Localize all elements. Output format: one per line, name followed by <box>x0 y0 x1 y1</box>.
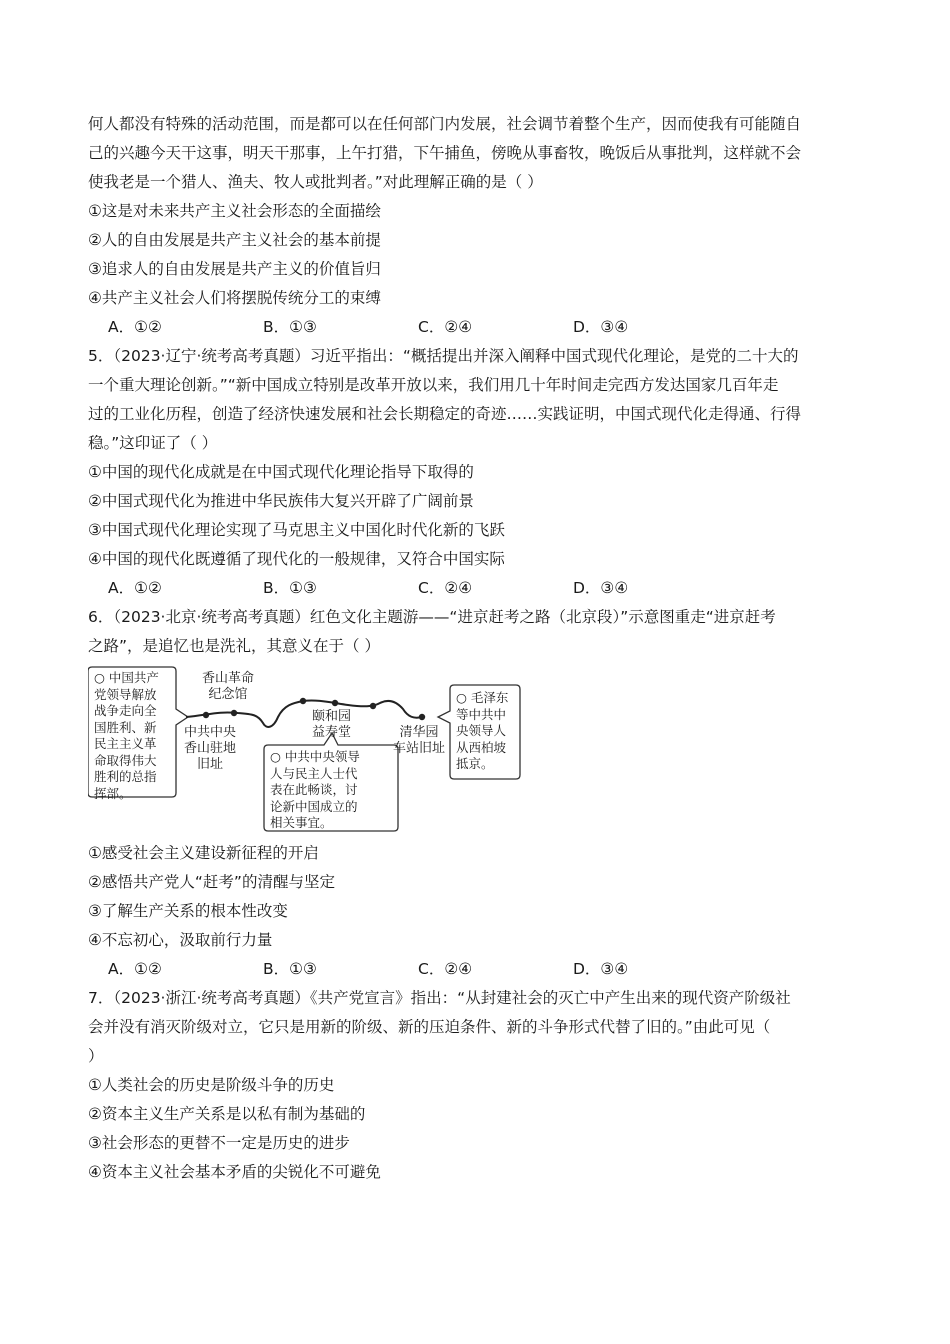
question-5 <box>88 342 863 603</box>
label-xiangshan-memorial: 香山革命 纪念馆 <box>202 671 255 702</box>
q6-item-3: ③了解生产关系的根本性改变 <box>88 902 288 920</box>
q4-item-1: ①这是对未来共产主义社会形态的全面描绘 <box>88 202 381 220</box>
q5-text-line: 稳。”这印证了（ ） <box>88 434 218 452</box>
q6-text-line: 之路”，是追忆也是洗礼，其意义在于（ ） <box>88 637 380 655</box>
q5-options <box>88 574 863 603</box>
exam-page <box>88 110 863 1187</box>
q4-option-a: A．①② <box>108 318 162 336</box>
q5-text-line: 一个重大理论创新。”“新中国成立特别是改革开放以来，我们用几十年时间走完西方发达国家几百年走 <box>88 376 779 394</box>
q4-item-4: ④共产主义社会人们将摆脱传统分工的束缚 <box>88 289 381 307</box>
q4-option-c: C．②④ <box>418 318 473 336</box>
q4-item-3: ③追求人的自由发展是共产主义的价值旨归 <box>88 260 381 278</box>
q5-item-3: ③中国式现代化理论实现了马克思主义中国化时代化新的飞跃 <box>88 521 505 539</box>
q6-item-1: ①感受社会主义建设新征程的开启 <box>88 844 319 862</box>
route-stop-xiangshan-hq <box>203 712 209 718</box>
q6-option-b: B．①③ <box>263 960 317 978</box>
q4-item-2: ②人的自由发展是共产主义社会的基本前提 <box>88 231 381 249</box>
label-xiangshan-hq: 中共中央 香山驻地 旧址 <box>184 725 237 772</box>
route-stop-qinghua <box>419 714 425 720</box>
q5-item-2: ②中国式现代化为推进中华民族伟大复兴开辟了广阔前景 <box>88 492 474 510</box>
q4-options <box>88 313 863 342</box>
question-6 <box>88 603 863 984</box>
q7-item-4: ④资本主义社会基本矛盾的尖锐化不可避免 <box>88 1163 381 1181</box>
q5-option-a: A．①② <box>108 579 162 597</box>
q4-text-line: 己的兴趣今天干这事，明天干那事，上午打猎，下午捕鱼，傍晚从事畜牧，晚饭后从事批判，这样就不会 <box>88 144 802 162</box>
route-line <box>186 700 422 726</box>
right-bubble-text: ○ 毛泽东 等中共中 央领导人 从西柏坡 抵京。 <box>456 690 509 771</box>
question-7 <box>88 984 863 1187</box>
q6-options <box>88 955 863 984</box>
route-stop-waypoint <box>300 698 306 704</box>
q7-item-3: ③社会形态的更替不一定是历史的进步 <box>88 1134 350 1152</box>
q5-option-c: C．②④ <box>418 579 473 597</box>
q6-option-d: D．③④ <box>573 960 629 978</box>
q5-option-b: B．①③ <box>263 579 317 597</box>
q6-item-4: ④不忘初心，汲取前行力量 <box>88 931 273 949</box>
q5-option-d: D．③④ <box>573 579 629 597</box>
q7-text-line: 会并没有消灭阶级对立，它只是用新的阶级、新的压迫条件、新的斗争形式代替了旧的。”由此可见（ <box>88 1018 771 1036</box>
q5-item-4: ④中国的现代化既遵循了现代化的一般规律，又符合中国实际 <box>88 550 505 568</box>
label-qinghua-station: 清华园 车站旧址 <box>393 725 446 756</box>
q6-item-2: ②感悟共产党人“赶考”的清醒与坚定 <box>88 873 335 891</box>
q7-text-line: 7．（2023·浙江·统考高考真题）《共产党宣言》指出：“从封建社会的灭亡中产生出来的现代资产阶级社 <box>88 989 791 1007</box>
q4-option-d: D．③④ <box>573 318 629 336</box>
q6-option-a: A．①② <box>108 960 162 978</box>
route-map-figure <box>88 665 528 835</box>
q5-text-line: 过的工业化历程，创造了经济快速发展和社会长期稳定的奇迹……实践证明，中国式现代化走得通、行得 <box>88 405 802 423</box>
left-bubble-text: ○ 中国共产 党领导解放 战争走向全 国胜利、新 民主主义革 命取得伟大 胜利的总指 挥部。 <box>94 670 159 801</box>
q7-item-2: ②资本主义生产关系是以私有制为基础的 <box>88 1105 366 1123</box>
route-stop-memorial <box>231 710 237 716</box>
q5-item-1: ①中国的现代化成就是在中国式现代化理论指导下取得的 <box>88 463 474 481</box>
label-yiheyuan: 颐和园 益寿堂 <box>312 709 352 740</box>
q5-text-line: 5．（2023·辽宁·统考高考真题）习近平指出：“概括提出并深入阐释中国式现代化理论，是党的二十大的 <box>88 347 799 365</box>
q4-text-line: 使我老是一个猎人、渔夫、牧人或批判者。”对此理解正确的是（ ） <box>88 173 543 191</box>
q7-item-1: ①人类社会的历史是阶级斗争的历史 <box>88 1076 335 1094</box>
q6-text-line: 6．（2023·北京·统考高考真题）红色文化主题游——“进京赶考之路（北京段）”示意图重走“进京赶考 <box>88 608 776 626</box>
route-stop-yiheyuan <box>332 700 338 706</box>
route-stop-waypoint-2 <box>370 703 376 709</box>
q7-text-line: ） <box>88 1047 104 1065</box>
question-4 <box>88 110 863 342</box>
q4-text-line: 何人都没有特殊的活动范围，而是都可以在任何部门内发展，社会调节着整个生产，因而使我有可能随自 <box>88 115 802 133</box>
q4-option-b: B．①③ <box>263 318 317 336</box>
bottom-bubble-text: ○ 中共中央领导 人与民主人士代 表在此畅谈，讨 论新中国成立的 相关事宜。 <box>270 749 360 830</box>
q6-option-c: C．②④ <box>418 960 473 978</box>
